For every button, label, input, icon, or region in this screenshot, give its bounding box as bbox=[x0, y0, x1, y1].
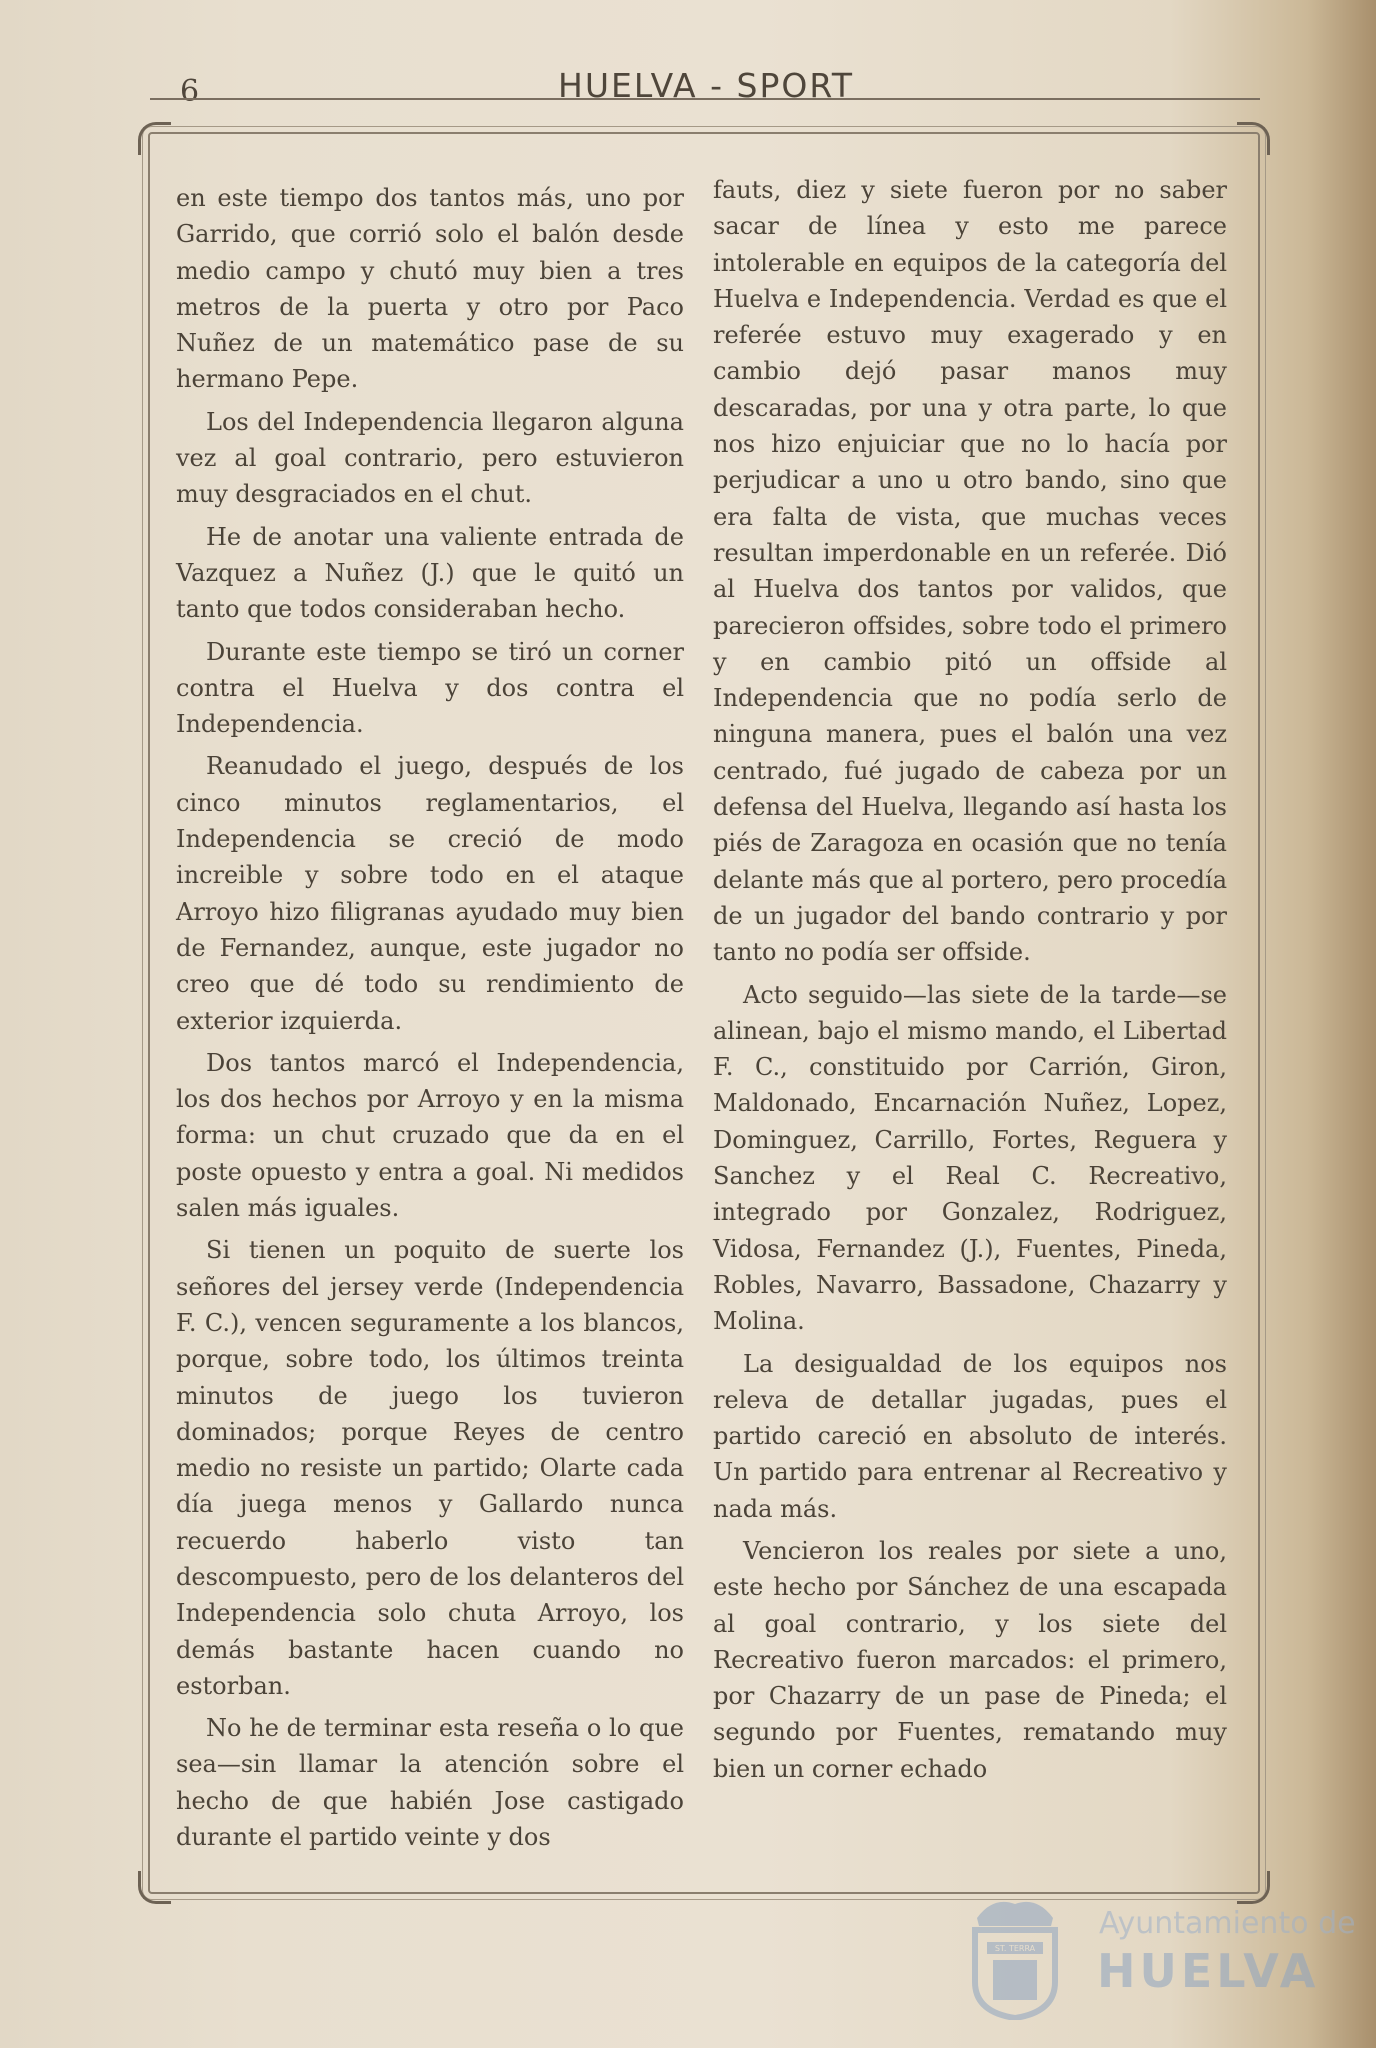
paragraph: He de anotar una valiente entrada de Vazquez a Nuñez (J.) que le quitó un tanto que todos consideraban hecho. bbox=[176, 522, 684, 624]
paragraph: Vencieron los reales por siete a uno, este hecho por Sánchez de una escapada al goal contrario, y los siete del Recreativo fueron marcados: el primero, por Chazarry de un pase de Pineda; el segundo por Fuentes, rematando muy bien un corner echado bbox=[713, 1536, 1227, 1783]
left-column bbox=[176, 180, 684, 1861]
paragraph: Reanudado el juego, después de los cinco minutos reglamentarios, el Independencia se creció de modo increible y sobre todo en el ataque Arroyo hizo filigranas ayudado muy bien de Fernandez, aunque, este jugador no creo que dé todo su rendimiento de exterior izquierda. bbox=[176, 752, 684, 1035]
corner-ornament bbox=[138, 1871, 171, 1904]
corner-ornament bbox=[1237, 122, 1270, 155]
watermark-line1: Ayuntamiento de bbox=[1099, 1906, 1356, 1941]
paragraph: No he de terminar esta reseña o lo que sea—sin llamar la atención sobre el hecho de que habién Jose castigado durante el partido veinte y dos bbox=[176, 1714, 684, 1852]
paragraph: Dos tantos marcó el Independencia, los dos hechos por Arroyo y en la misma forma: un chut cruzado que da en el poste opuesto y entra a goal. Ni medidos salen más iguales. bbox=[176, 1048, 684, 1223]
watermark bbox=[955, 1850, 1356, 2040]
page-title: HUELVA - SPORT bbox=[558, 66, 855, 105]
paragraph: Si tienen un poquito de suerte los señores del jersey verde (Independencia F. C.), vencen seguramente a los blancos, porque, sobre todo, los últimos treinta minutos de juego los tuvieron dominados; porque Reyes de centro medio no resiste un partido; Olarte cada día juega menos y Gallardo nunca recuerdo haberlo visto tan descompuesto, pero de los delanteros del Independencia solo chuta Arroyo, los demás bastante hacen cuando no estorban. bbox=[176, 1236, 684, 1700]
page-number: 6 bbox=[180, 74, 200, 109]
corner-ornament bbox=[138, 122, 171, 155]
paragraph: La desigualdad de los equipos nos releva de detallar jugadas, pues el partido careció en absoluto de interés. Un partido para entrenar al Recreativo y nada más. bbox=[713, 1349, 1227, 1523]
paragraph: Acto seguido—las siete de la tarde—se alinean, bajo el mismo mando, el Libertad F. C., constituido por Carrión, Giron, Maldonado, Encarnación Nuñez, Lopez, Dominguez, Carrillo, Fortes, Reguera y Sanchez y el Real C. Recreativo, integrado por Gonzalez, Rodriguez, Vidosa, Fernandez (J.), Fuentes, Pineda, Robles, Navarro, Bassadone, Chazarry y Molina. bbox=[713, 980, 1227, 1336]
article-frame bbox=[148, 132, 1260, 1894]
paragraph: en este tiempo dos tantos más, uno por Garrido, que corrió solo el balón desde medio campo y chutó muy bien a tres metros de la puerta y otro por Paco Nuñez de un matemático pase de su hermano Pepe. bbox=[176, 184, 684, 394]
paragraph: fauts, diez y siete fueron por no saber sacar de línea y esto me parece intolerable en equipos de la categoría del Huelva e Independencia. Verdad es que el referée estuvo muy exagerado y en cambio dejó pasar manos muy descaradas, por una y otra parte, lo que nos hizo enjuiciar que no lo hacía por perjudicar a uno u otro bando, sino que era falta de vista, que muchas veces resultan imperdonable en un referée. Dió al Huelva dos tantos por validos, que parecieron offsides, sobre todo el primero y en cambio pitó un offside al Independencia que no podía serlo de ninguna manera, pues el balón una vez centrado, fué jugado de cabeza por un defensa del Huelva, llegando así hasta los piés de Zaragoza en ocasión que no tenía delante más que al portero, pero procedía de un jugador del bando contrario y por tanto no podía ser offside. bbox=[713, 176, 1227, 967]
watermark-line2: HUELVA bbox=[1097, 1944, 1320, 1998]
paragraph: Durante este tiempo se tiró un corner contra el Huelva y dos contra el Independencia. bbox=[176, 637, 684, 739]
right-column bbox=[713, 172, 1227, 1793]
city-crest-icon bbox=[963, 1890, 1067, 2020]
paragraph: Los del Independencia llegaron alguna vez al goal contrario, pero estuvieron muy desgraciados en el chut. bbox=[176, 407, 684, 509]
header-rule bbox=[150, 98, 1260, 100]
crest-text: ST. TERRA bbox=[994, 1944, 1036, 1953]
